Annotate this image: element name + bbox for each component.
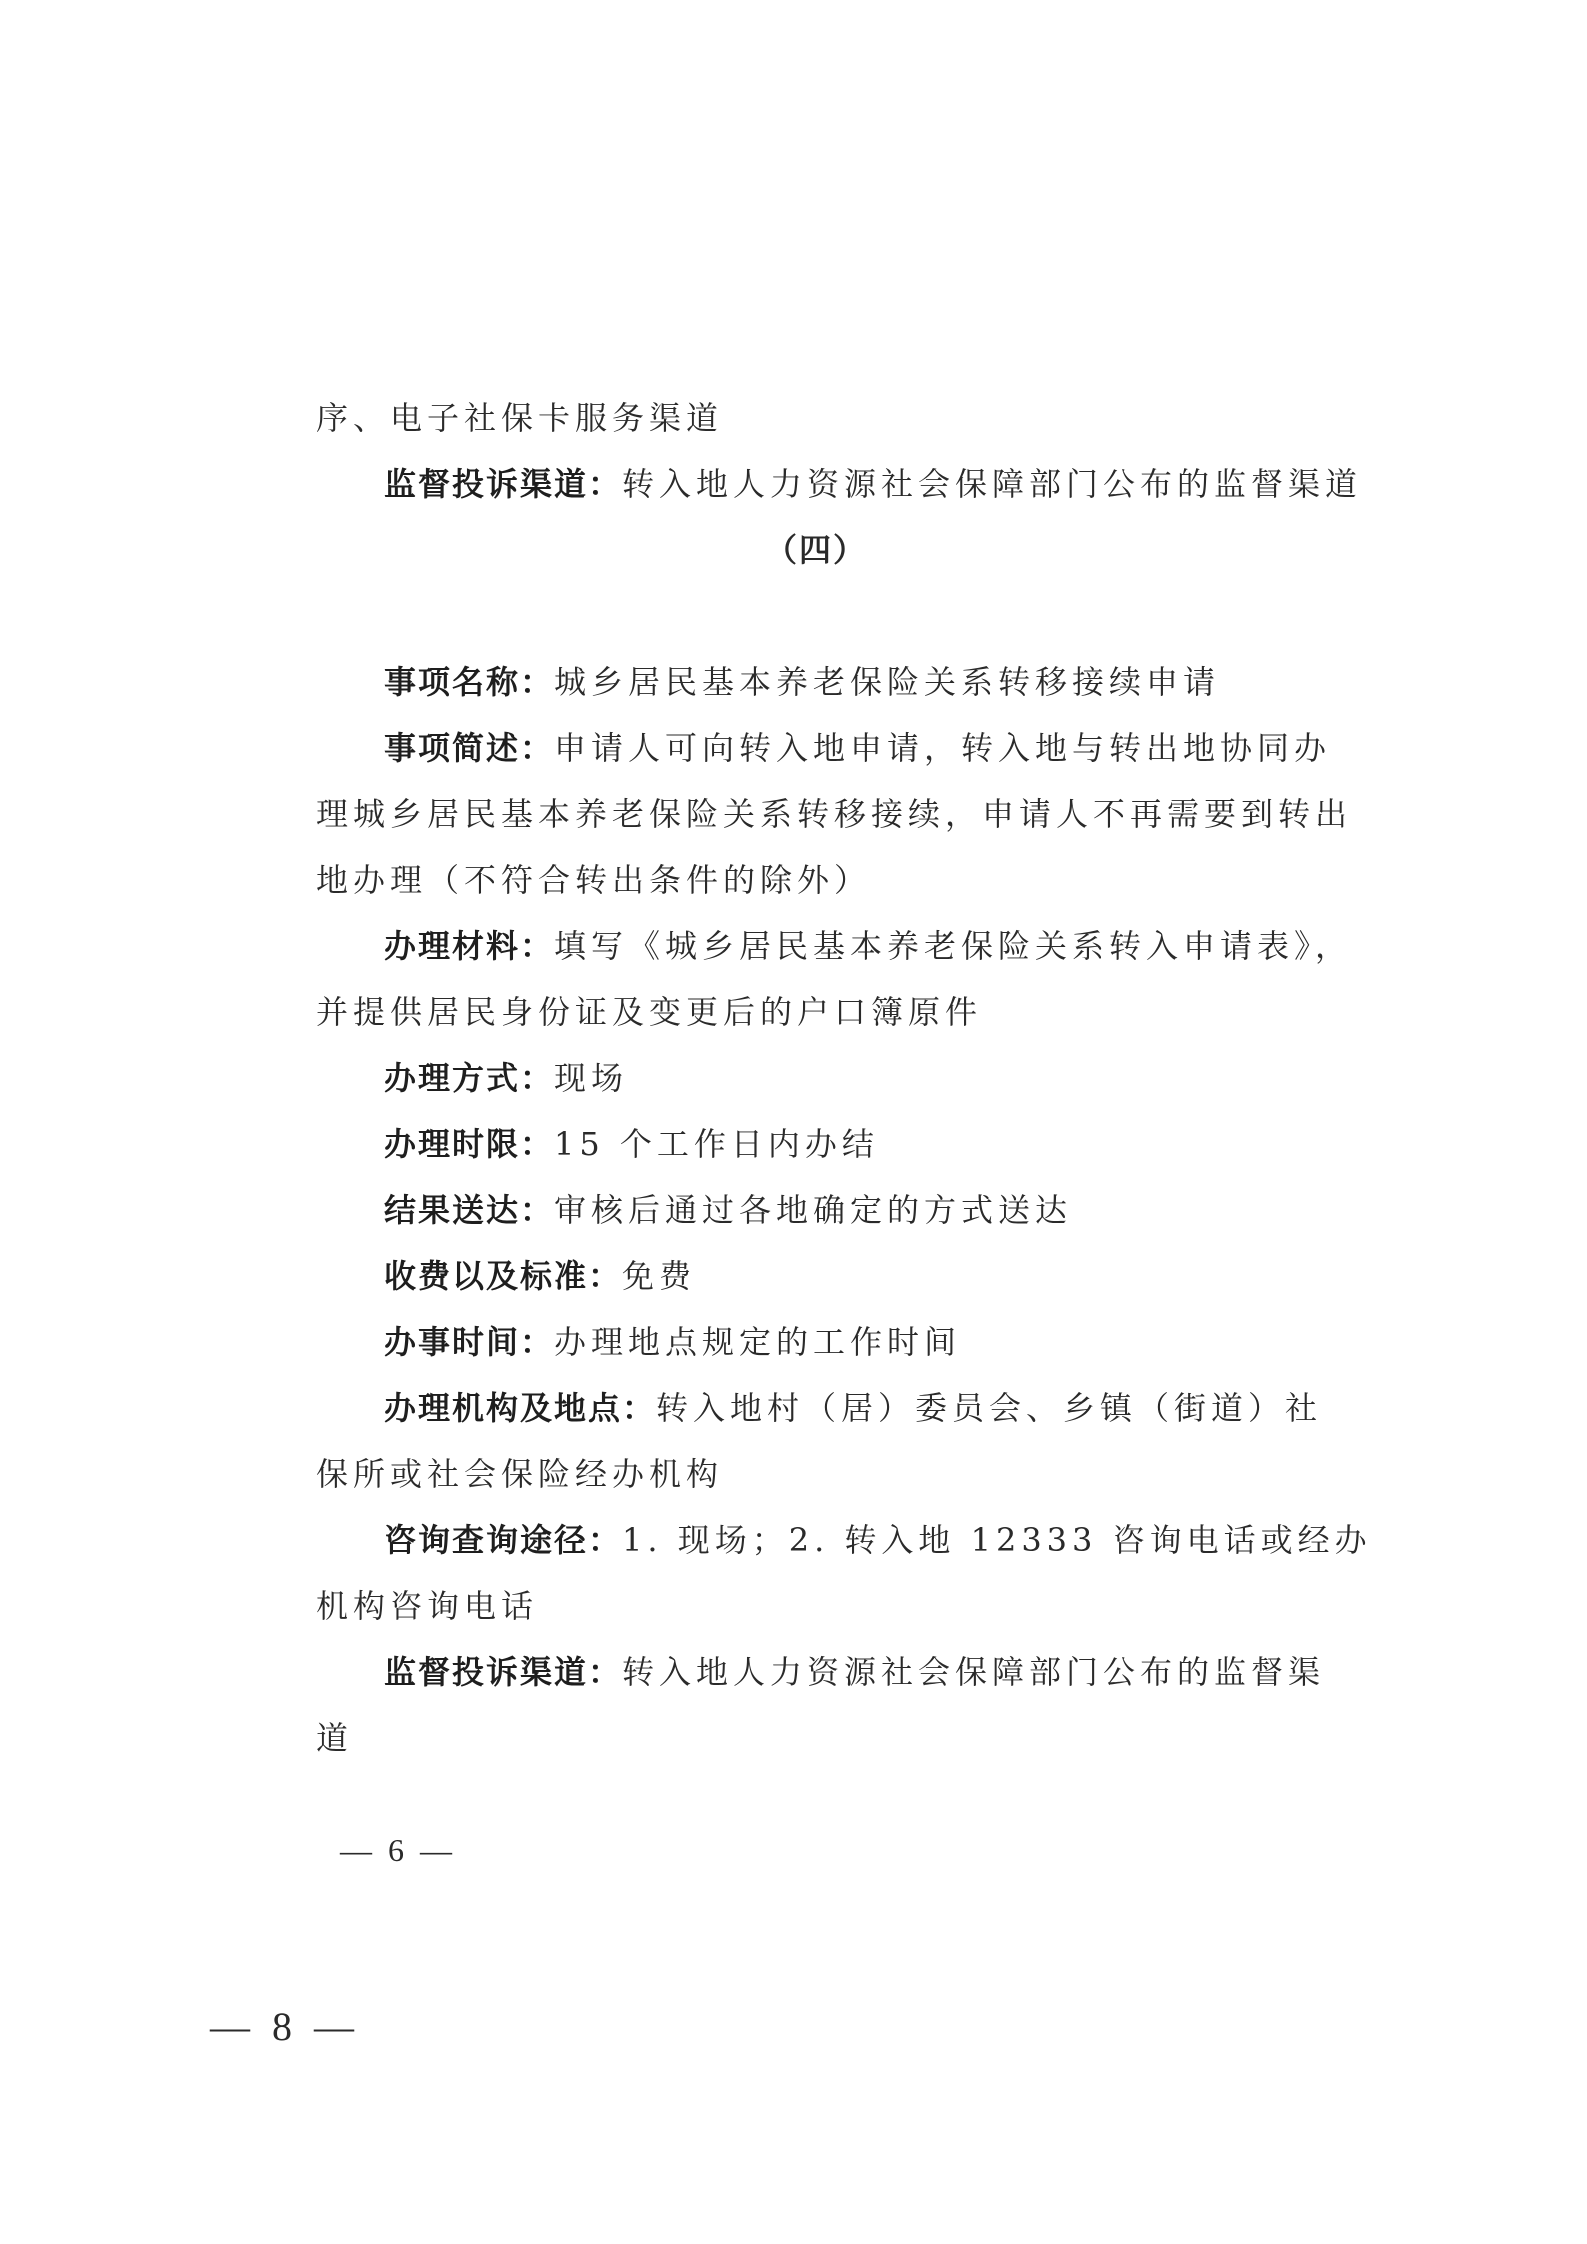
page-number-outer: — 8 — bbox=[210, 2004, 360, 2049]
supervision-text-1: 转入地人力资源社会保障部门公布的监督渠 bbox=[622, 1653, 1326, 1691]
time-limit-text: 15 个工作日内办结 bbox=[554, 1125, 879, 1163]
time-limit-row bbox=[316, 1111, 1284, 1177]
continuation-line: 序、电子社保卡服务渠道 bbox=[316, 399, 724, 437]
method-row bbox=[316, 1045, 1284, 1111]
supervision-row bbox=[316, 1639, 1326, 1705]
agency-row bbox=[316, 1375, 1323, 1441]
item-name-label: 事项名称： bbox=[384, 663, 555, 701]
delivery-text: 审核后通过各地确定的方式送达 bbox=[554, 1191, 1073, 1229]
inquiry-text-1: 1. 现场；2. 转入地 12333 咨询电话或经办 bbox=[622, 1521, 1372, 1559]
fees-row bbox=[316, 1243, 1284, 1309]
method-label: 办理方式： bbox=[384, 1059, 555, 1097]
supervision-label: 监督投诉渠道： bbox=[384, 1653, 623, 1691]
agency-text-1: 转入地村（居）委员会、乡镇（街道）社 bbox=[656, 1389, 1323, 1427]
fees-text: 免费 bbox=[622, 1257, 697, 1295]
prev-supervision-text: 转入地人力资源社会保障部门公布的监督渠道 bbox=[622, 465, 1363, 503]
inquiry-label: 咨询查询途径： bbox=[384, 1521, 623, 1559]
item-desc-line-2: 理城乡居民基本养老保险关系转移接续，申请人不再需要到转出 bbox=[316, 795, 1353, 833]
supervision-line-2: 道 bbox=[316, 1719, 354, 1757]
materials-row bbox=[316, 913, 1353, 979]
item-desc-row bbox=[316, 715, 1332, 781]
inquiry-line-2: 机构咨询电话 bbox=[316, 1587, 539, 1625]
spacer bbox=[316, 583, 1284, 649]
prev-supervision-row bbox=[316, 451, 1363, 517]
materials-line-2: 并提供居民身份证及变更后的户口簿原件 bbox=[316, 993, 983, 1031]
agency-label: 办理机构及地点： bbox=[384, 1389, 657, 1427]
materials-label: 办理材料： bbox=[384, 927, 555, 965]
agency-line-2: 保所或社会保险经办机构 bbox=[316, 1455, 724, 1493]
time-limit-label: 办理时限： bbox=[384, 1125, 555, 1163]
hours-label: 办事时间： bbox=[384, 1323, 555, 1361]
item-desc-text-1: 申请人可向转入地申请，转入地与转出地协同办 bbox=[554, 729, 1332, 767]
hours-text: 办理地点规定的工作时间 bbox=[554, 1323, 962, 1361]
page-number-inner: — 6 — bbox=[340, 1832, 456, 1868]
delivery-label: 结果送达： bbox=[384, 1191, 555, 1229]
materials-text-1: 填写《城乡居民基本养老保险关系转入申请表》， bbox=[554, 927, 1353, 965]
section-heading: （四） bbox=[764, 531, 867, 569]
hours-row bbox=[316, 1309, 1284, 1375]
item-name-text: 城乡居民基本养老保险关系转移接续申请 bbox=[554, 663, 1221, 701]
item-desc-line-3: 地办理（不符合转出条件的除外） bbox=[316, 861, 872, 899]
document-body bbox=[316, 385, 1372, 1771]
delivery-row bbox=[316, 1177, 1284, 1243]
method-text: 现场 bbox=[554, 1059, 629, 1097]
item-desc-label: 事项简述： bbox=[384, 729, 555, 767]
item-name-row bbox=[316, 649, 1284, 715]
prev-supervision-label: 监督投诉渠道： bbox=[384, 465, 623, 503]
inquiry-row bbox=[316, 1507, 1372, 1573]
fees-label: 收费以及标准： bbox=[384, 1257, 623, 1295]
